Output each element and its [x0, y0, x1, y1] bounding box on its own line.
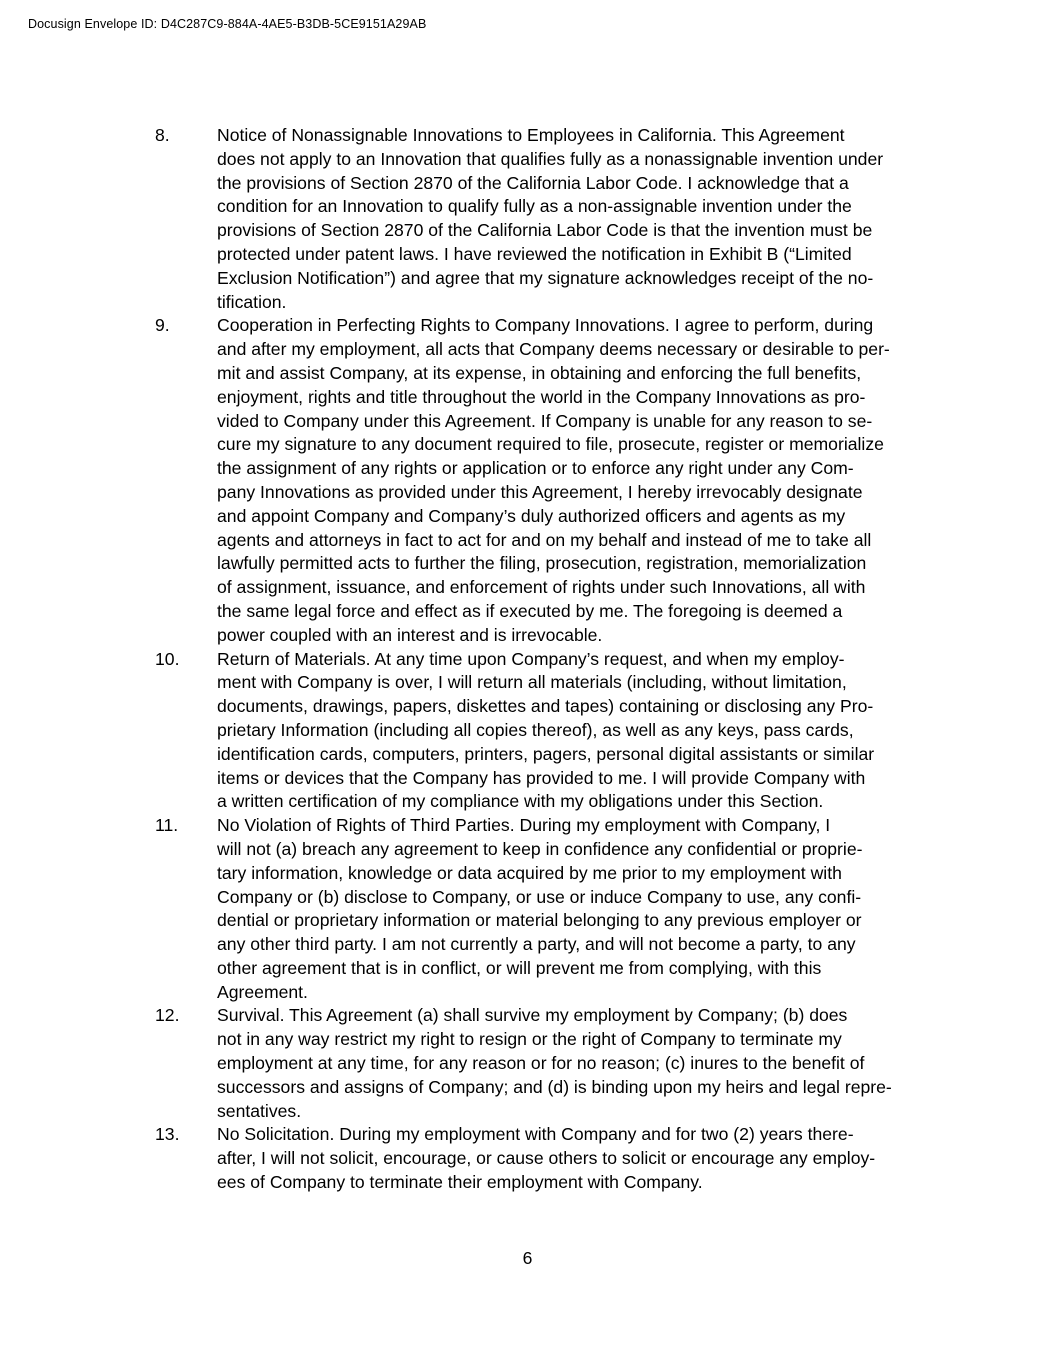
clause-line: Exclusion Notification”) and agree that my signature acknowledges receipt of the no-	[217, 267, 874, 288]
clause-line: Cooperation in Perfecting Rights to Company Innovations. I agree to perform, during	[217, 315, 874, 336]
clause-line: vided to Company under this Agreement. If Company is unable for any reason to se-	[217, 410, 873, 431]
clause-item	[155, 648, 945, 815]
clause-item	[155, 124, 945, 314]
clause-line: provisions of Section 2870 of the California Labor Code is that the invention must be	[217, 220, 873, 241]
clause-line: after, I will not solicit, encourage, or cause others to solicit or encourage any employ-	[217, 1148, 876, 1169]
clause-line: identification cards, computers, printers, pagers, personal digital assistants or similar	[217, 743, 875, 764]
clause-number: 10.	[155, 648, 180, 669]
clause-line: dential or proprietary information or material belonging to any previous employer or	[217, 910, 862, 931]
clause-line: the assignment of any rights or application or to enforce any right under any Com-	[217, 458, 854, 479]
clause-item	[155, 814, 945, 1004]
clause-line: not in any way restrict my right to resign or the right of Company to terminate my	[217, 1029, 842, 1050]
clause-number: 12.	[155, 1005, 180, 1026]
clause-line: sentatives.	[217, 1100, 302, 1121]
clause-line: will not (a) breach any agreement to keep in confidence any confidential or proprie-	[217, 838, 863, 859]
clause-item	[155, 1123, 945, 1194]
page-number: 6	[522, 1248, 533, 1268]
clause-line: cure my signature to any document required to file, prosecute, register or memorialize	[217, 434, 884, 455]
clause-line: prietary Information (including all copies thereof), as well as any keys, pass cards,	[217, 719, 854, 740]
clause-line: tary information, knowledge or data acquired by me prior to my employment with	[217, 862, 842, 883]
clause-line: enjoyment, rights and title throughout the world in the Company Innovations as pro-	[217, 386, 866, 407]
clause-line: employment at any time, for any reason or for no reason; (c) inures to the benefit of	[217, 1053, 865, 1074]
clause-text	[217, 314, 945, 647]
clause-number: 13.	[155, 1124, 180, 1145]
clause-line: No Violation of Rights of Third Parties. During my employment with Company, I	[217, 815, 831, 836]
clause-line: does not apply to an Innovation that qualifies fully as a nonassignable invention under	[217, 148, 884, 169]
clause-line: ment with Company is over, I will return all materials (including, without limitation,	[217, 672, 847, 693]
clause-line: pany Innovations as provided under this Agreement, I hereby irrevocably designate	[217, 481, 863, 502]
clause-line: and appoint Company and Company’s duly authorized officers and agents as my	[217, 505, 846, 526]
clause-item	[155, 1004, 945, 1123]
clause-line: items or devices that the Company has provided to me. I will provide Company with	[217, 767, 866, 788]
clause-text	[217, 1123, 945, 1194]
clause-item	[155, 314, 945, 647]
clause-line: a written certification of my compliance with my obligations under this Section.	[217, 791, 824, 812]
clause-line: Return of Materials. At any time upon Company’s request, and when my employ-	[217, 648, 845, 669]
clause-number: 8.	[155, 125, 170, 145]
envelope-id-header: Docusign Envelope ID: D4C287C9-884A-4AE5-B3DB-5CE9151A29AB	[28, 17, 427, 31]
clause-line: any other third party. I am not currently a party, and will not become a party, to any	[217, 934, 856, 955]
clause-line: Agreement.	[217, 981, 308, 1002]
clause-line: the same legal force and effect as if executed by me. The foregoing is deemed a	[217, 600, 843, 621]
clause-line: the provisions of Section 2870 of the California Labor Code. I acknowledge that a	[217, 172, 849, 193]
clause-line: No Solicitation. During my employment with Company and for two (2) years there-	[217, 1124, 854, 1145]
clause-line: Survival. This Agreement (a) shall survive my employment by Company; (b) does	[217, 1005, 848, 1026]
clause-text	[217, 648, 945, 815]
clause-line: of assignment, issuance, and enforcement of rights under such Innovations, all with	[217, 577, 866, 598]
clause-line: Notice of Nonassignable Innovations to Employees in California. This Agreement	[217, 125, 845, 145]
clause-line: lawfully permitted acts to further the filing, prosecution, registration, memorialization	[217, 553, 867, 574]
numbered-clauses	[155, 124, 945, 1195]
clause-line: agents and attorneys in fact to act for and on my behalf and instead of me to take all	[217, 529, 872, 550]
clause-text	[217, 1004, 945, 1123]
clause-line: Company or (b) disclose to Company, or use or induce Company to use, any confi-	[217, 886, 862, 907]
clause-line: documents, drawings, papers, diskettes and tapes) containing or disclosing any Pro-	[217, 696, 874, 717]
clause-line: mit and assist Company, at its expense, in obtaining and enforcing the full benefits,	[217, 362, 862, 383]
clause-line: other agreement that is in conflict, or will prevent me from complying, with this	[217, 957, 822, 978]
clause-text	[217, 814, 945, 1004]
clause-line: tification.	[217, 291, 287, 312]
clause-line: and after my employment, all acts that Company deems necessary or desirable to per-	[217, 339, 890, 360]
clause-line: protected under patent laws. I have reviewed the notification in Exhibit B (“Limited	[217, 243, 852, 264]
clause-line: power coupled with an interest and is irrevocable.	[217, 624, 603, 645]
clause-line: ees of Company to terminate their employment with Company.	[217, 1172, 703, 1193]
clause-text	[217, 124, 945, 314]
clause-line: condition for an Innovation to qualify fully as a non-assignable invention under the	[217, 196, 852, 217]
clause-number: 9.	[155, 315, 170, 336]
clause-number: 11.	[155, 815, 179, 836]
clause-line: successors and assigns of Company; and (d) is binding upon my heirs and legal repre-	[217, 1076, 892, 1097]
